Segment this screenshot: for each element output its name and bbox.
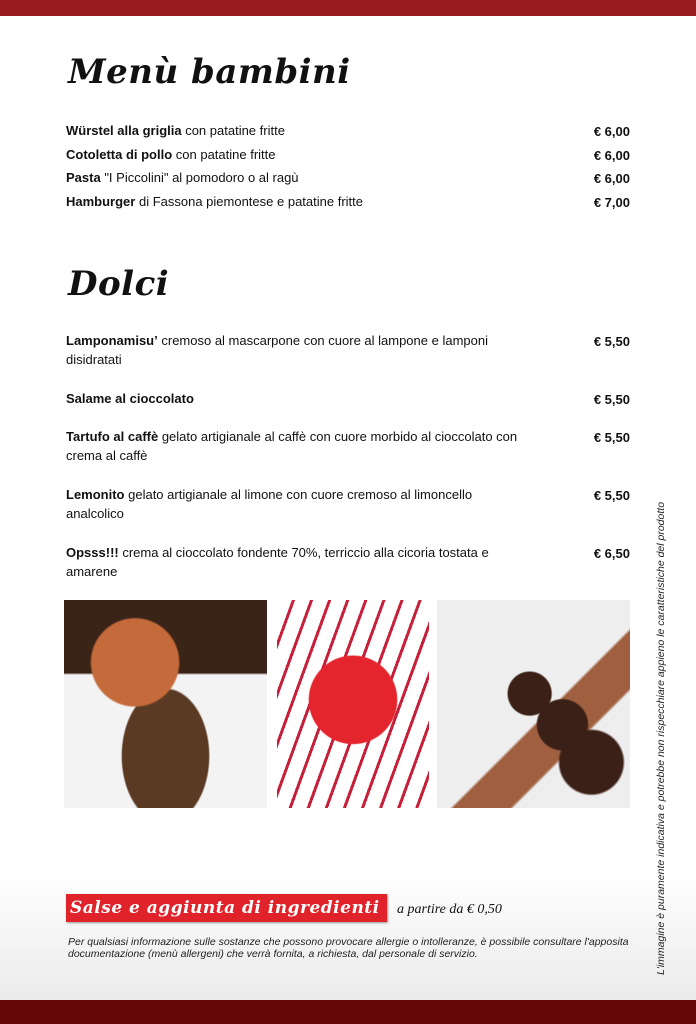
- menu-item: [66, 543, 630, 581]
- item-name: Würstel alla griglia: [66, 123, 182, 138]
- menu-item: [66, 389, 630, 408]
- item-desc: con patatine fritte: [181, 123, 285, 138]
- item-price: € 5,50: [593, 334, 630, 349]
- item-desc: "I Piccolini" al pomodoro o al ragù: [100, 170, 299, 185]
- extras-label: Salse e aggiunta di ingredienti: [66, 894, 387, 922]
- item-name: Pasta: [66, 170, 101, 185]
- item-price: € 6,50: [593, 546, 630, 561]
- top-bar: [0, 0, 696, 16]
- item-desc: gelato artigianale al limone con cuore cremoso al limoncello analcolico: [66, 487, 473, 521]
- section-title-dolci: Dolci: [68, 264, 170, 304]
- allergy-note: Per qualsiasi informazione sulle sostanze che possono provocare allergie o intolleranze, è possibile consultare l'apposita documentazione (menù allergeni) che verrà fornita, a richiesta, dal personale di servizio.: [68, 936, 629, 960]
- item-price: € 6,00: [593, 148, 630, 163]
- item-desc: gelato artigianale al caffè con cuore morbido al cioccolato con crema al caffè: [66, 429, 518, 463]
- dessert-photo-salame: [437, 600, 630, 808]
- menu-item: [66, 427, 630, 465]
- item-name: Salame al cioccolato: [66, 391, 194, 406]
- item-name: Hamburger: [66, 194, 136, 209]
- dessert-photo-opsss: [64, 600, 267, 808]
- extras-price: a partire da € 0,50: [397, 902, 502, 917]
- image-disclaimer: L'immagine è puramente indicativa e potrebbe non rispecchiare appieno le caratteristiche del prodotto: [655, 501, 667, 975]
- item-price: € 5,50: [593, 488, 630, 503]
- item-desc: di Fassona piemontese e patatine fritte: [135, 194, 363, 209]
- item-name: Opsss!!!: [66, 545, 119, 560]
- menu-item: [66, 168, 630, 187]
- menu-item: [66, 331, 630, 369]
- section-title-bambini: Menù bambini: [68, 52, 351, 92]
- menu-item: [66, 121, 630, 140]
- item-name: Tartufo al caffè: [66, 429, 159, 444]
- item-name: Lamponamisu’: [66, 333, 158, 348]
- item-price: € 6,00: [593, 124, 630, 139]
- bottom-bar: [0, 1000, 696, 1024]
- menu-item: [66, 145, 630, 164]
- item-desc: con patatine fritte: [172, 147, 276, 162]
- dessert-photo-lamponamisu: [277, 600, 429, 808]
- menu-item: [66, 192, 630, 211]
- item-price: € 7,00: [593, 195, 630, 210]
- item-name: Lemonito: [66, 487, 125, 502]
- item-price: € 5,50: [593, 430, 630, 445]
- menu-item: [66, 485, 630, 523]
- item-desc: cremoso al mascarpone con cuore al lampone e lamponi disidratati: [66, 333, 488, 367]
- item-desc: crema al cioccolato fondente 70%, terriccio alla cicoria tostata e amarene: [66, 545, 489, 579]
- item-price: € 5,50: [593, 392, 630, 407]
- item-price: € 6,00: [593, 171, 630, 186]
- item-name: Cotoletta di pollo: [66, 147, 173, 162]
